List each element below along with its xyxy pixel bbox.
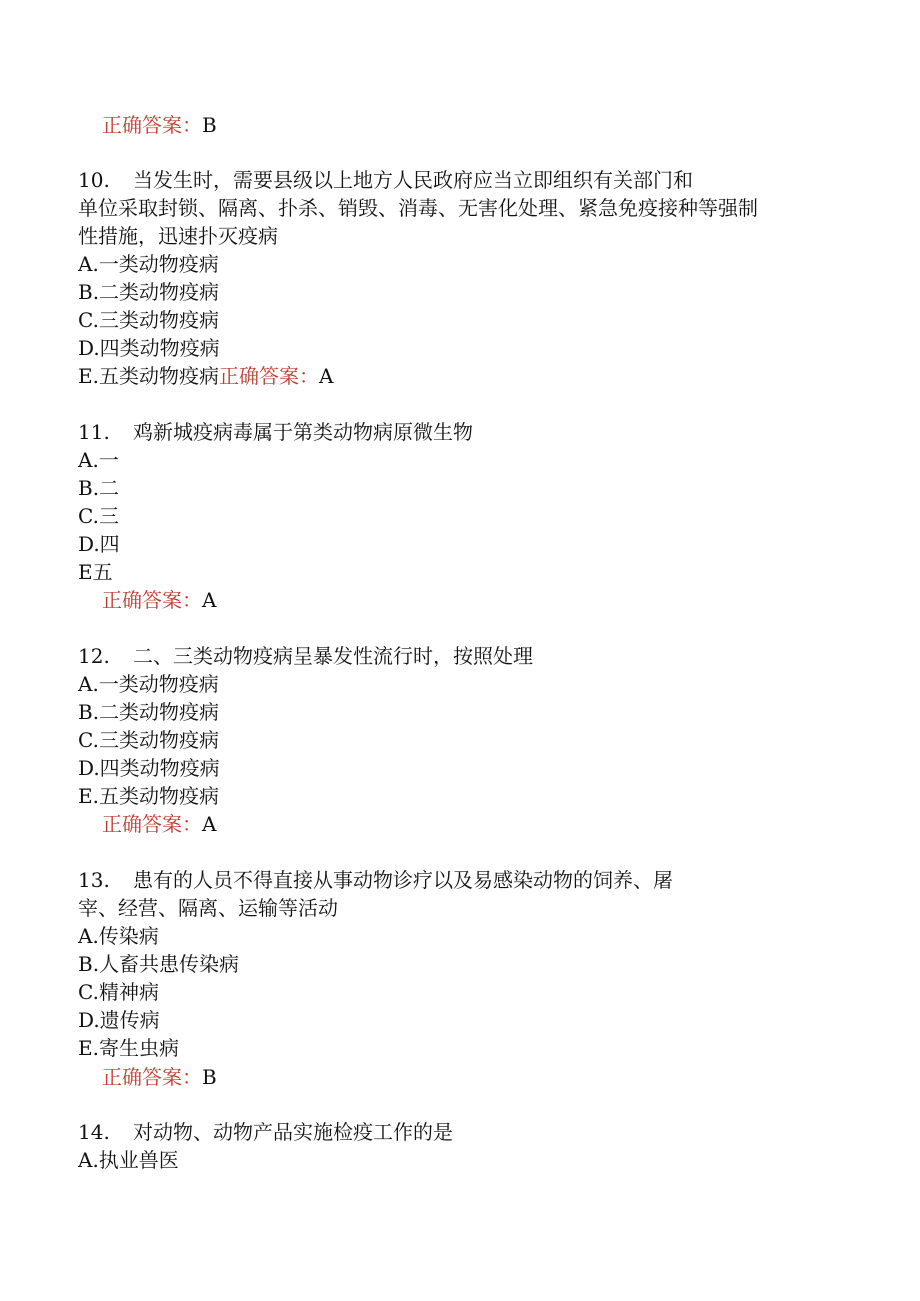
question-stem: 患有的人员不得直接从事动物诊疗以及易感染动物的饲养、屠 (133, 868, 673, 892)
q12-option-a: A.一类动物疫病 (78, 672, 219, 696)
answer-label: 正确答案： (102, 1065, 202, 1089)
q10-option-e: E.五类动物疫病 (78, 364, 219, 388)
q11-option-d: D.四 (78, 532, 120, 556)
q10-option-e-with-answer (78, 362, 333, 390)
answer-label: 正确答案： (102, 812, 202, 836)
q10-stem-line3: 性措施，迅速扑灭疫病 (78, 224, 278, 248)
answer-value: A (202, 588, 217, 612)
answer-value: A (318, 364, 334, 388)
q12-option-d: D.四类动物疫病 (78, 756, 220, 780)
q12-option-e: E.五类动物疫病 (78, 784, 219, 808)
q13-option-c: C.精神病 (78, 980, 159, 1004)
q9-answer (102, 111, 217, 139)
question-stem: 二、三类动物疫病呈暴发性流行时，按照处理 (133, 644, 533, 668)
answer-label: 正确答案： (218, 364, 319, 388)
answer-value: B (202, 113, 217, 137)
q11-option-e: E五 (78, 560, 113, 584)
answer-label: 正确答案： (102, 113, 202, 137)
q10-option-b: B.二类动物疫病 (78, 280, 220, 304)
q13-stem-line1 (78, 866, 673, 894)
question-number: 12. (78, 644, 110, 668)
q11-option-c: C.三 (78, 504, 119, 528)
q12-option-b: B.二类动物疫病 (78, 700, 220, 724)
q13-answer (102, 1063, 217, 1091)
q13-option-d: D.遗传病 (78, 1008, 160, 1032)
q12-option-c: C.三类动物疫病 (78, 728, 219, 752)
q12-stem (78, 642, 533, 670)
question-number: 11. (78, 420, 110, 444)
q14-stem (78, 1118, 453, 1146)
question-number: 14. (78, 1120, 110, 1144)
q10-stem-line1 (78, 166, 693, 194)
q13-option-a: A.传染病 (78, 924, 159, 948)
q12-answer (102, 810, 216, 838)
q13-option-e: E.寄生虫病 (78, 1036, 179, 1060)
q11-option-a: A.一 (78, 448, 119, 472)
q11-answer (102, 586, 216, 614)
question-stem: 鸡新城疫病毒属于第类动物病原微生物 (133, 420, 473, 444)
q11-stem (78, 418, 473, 446)
question-number: 13. (78, 868, 110, 892)
q10-option-a: A.一类动物疫病 (78, 252, 219, 276)
q11-option-b: B.二 (78, 476, 120, 500)
q10-option-d: D.四类动物疫病 (78, 336, 220, 360)
question-stem: 当发生时，需要县级以上地方人民政府应当立即组织有关部门和 (133, 168, 693, 192)
q14-option-a: A.执业兽医 (78, 1148, 179, 1172)
answer-value: B (202, 1065, 217, 1089)
q10-option-c: C.三类动物疫病 (78, 308, 219, 332)
answer-label: 正确答案： (102, 588, 202, 612)
question-stem: 对动物、动物产品实施检疫工作的是 (133, 1120, 453, 1144)
q10-stem-line2: 单位采取封锁、隔离、扑杀、销毁、消毒、无害化处理、紧急免疫接种等强制 (78, 196, 758, 220)
q13-option-b: B.人畜共患传染病 (78, 952, 240, 976)
question-number: 10. (78, 168, 110, 192)
q13-stem-line2: 宰、经营、隔离、运输等活动 (78, 896, 338, 920)
answer-value: A (202, 812, 217, 836)
